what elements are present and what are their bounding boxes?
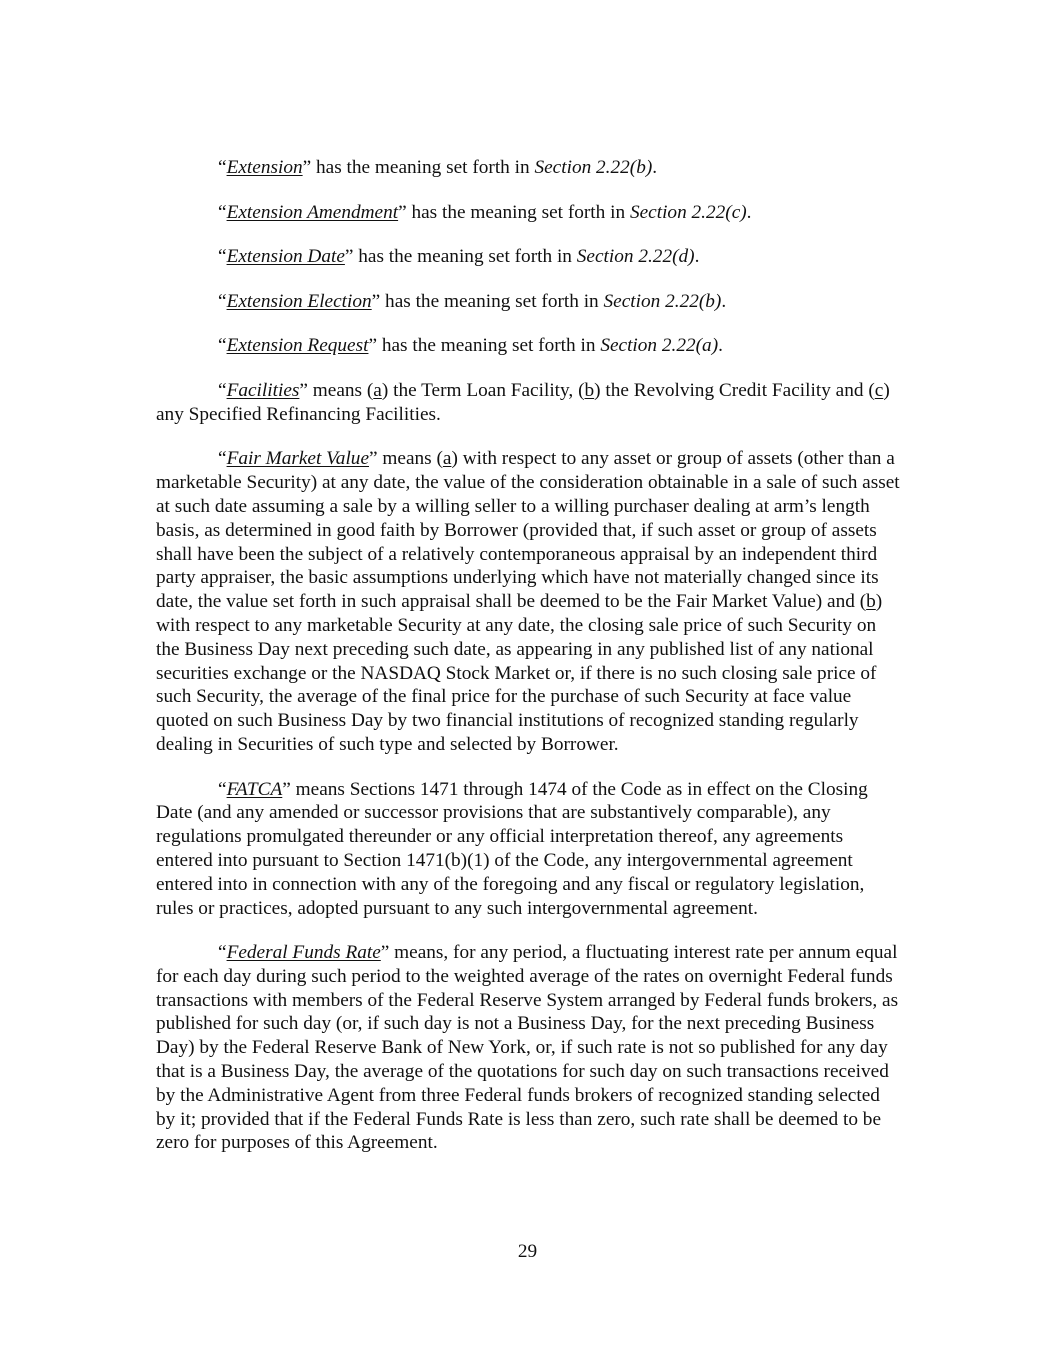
clause-letter: b xyxy=(866,591,876,613)
clause-letter: a xyxy=(442,448,452,470)
section-reference: Section 2.22(b) xyxy=(534,157,653,178)
definition-extension: “Extension” has the meaning set forth in Section 2.22(b). xyxy=(218,157,658,178)
defined-term: Extension Request xyxy=(226,335,369,357)
definition-extension-request: “Extension Request” has the meaning set forth in Section 2.22(a). xyxy=(218,335,723,357)
defined-term: Fair Market Value xyxy=(226,448,369,470)
definition-extension-amendment: “Extension Amendment” has the meaning set forth in Section 2.22(c). xyxy=(218,201,752,223)
section-reference: Section 2.22(d) xyxy=(576,246,695,268)
defined-term: FATCA xyxy=(226,778,283,800)
section-reference: Section 2.22(c) xyxy=(629,201,747,223)
definition-fatca: “FATCA” means Sections 1471 through 1474 of the Code as in effect on the Closing Date (and any amended or successor provisions that are substantively comparable), any regulations promulgated thereunder or any official interpretation thereof, any agreements entered into pursuant to Section 1471(b)(1) of the Code, any intergovernmental agreement entered into in connection with any of the foregoing and any fiscal or regulatory legislation, rules or practices, adopted pursuant to any such intergovernmental agreement. xyxy=(156,778,868,919)
defined-term: Extension Date xyxy=(226,246,345,268)
defined-term: Extension Election xyxy=(226,290,372,312)
defined-term: Extension xyxy=(226,157,303,178)
clause-letter: a xyxy=(373,379,382,401)
defined-term: Facilities xyxy=(226,379,300,401)
clause-letter: b xyxy=(584,379,595,401)
section-reference: Section 2.22(a) xyxy=(600,335,719,357)
defined-term: Extension Amendment xyxy=(226,201,399,223)
definition-extension-election: “Extension Election” has the meaning set forth in Section 2.22(b). xyxy=(218,290,727,312)
definition-extension-date: “Extension Date” has the meaning set forth in Section 2.22(d). xyxy=(218,246,700,268)
page-number: 29 xyxy=(517,1241,538,1262)
definition-facilities: “Facilities” means (a) the Term Loan Facility, (b) the Revolving Credit Facility and (c) any Specified Refinancing Facilities. xyxy=(156,379,890,425)
defined-term: Federal Funds Rate xyxy=(226,942,381,964)
clause-letter: c xyxy=(874,379,884,401)
definitions-column xyxy=(156,156,900,1176)
definition-fair-market-value: “Fair Market Value” means (a) with respect to any asset or group of assets (other than a marketable Security) at any date, the value of the consideration obtainable in a sale of such asset at such date assuming a sale by a willing seller to a willing purchaser dealing at arm’s length basis, as determined in good faith by Borrower (provided that, if such asset or group of assets shall have been the subject of a relatively contemporaneous appraisal by an independent third party appraiser, the basic assumptions underlying which have not materially changed since its date, the value set forth in such appraisal shall be deemed to be the Fair Market Value) and (b) with respect to any marketable Security at any date, the closing sale price of such Security on the Business Day next preceding such date, as appearing in any published list of any national securities exchange or the NASDAQ Stock Market or, if there is no such closing sale price of such Security, the average of the final price for the purchase of such Security at face value quoted on such Business Day by two financial institutions of recognized standing regularly dealing in Securities of such type and selected by Borrower. xyxy=(156,448,900,755)
definition-federal-funds-rate: “Federal Funds Rate” means, for any period, a fluctuating interest rate per annum equal for each day during such period to the weighted average of the rates on overnight Federal funds transactions with members of the Federal Reserve System arranged by Federal funds brokers, as published for such day (or, if such day is not a Business Day, for the next preceding Business Day) by the Federal Reserve Bank of New York, or, if such rate is not so published for any day that is a Business Day, the average of the quotations for such day on such transactions received by the Administrative Agent from three Federal funds brokers of recognized standing selected by it; provided that if the Federal Funds Rate is less than zero, such rate shall be deemed to be zero for purposes of this Agreement. xyxy=(156,942,899,1154)
section-reference: Section 2.22(b) xyxy=(603,290,722,312)
